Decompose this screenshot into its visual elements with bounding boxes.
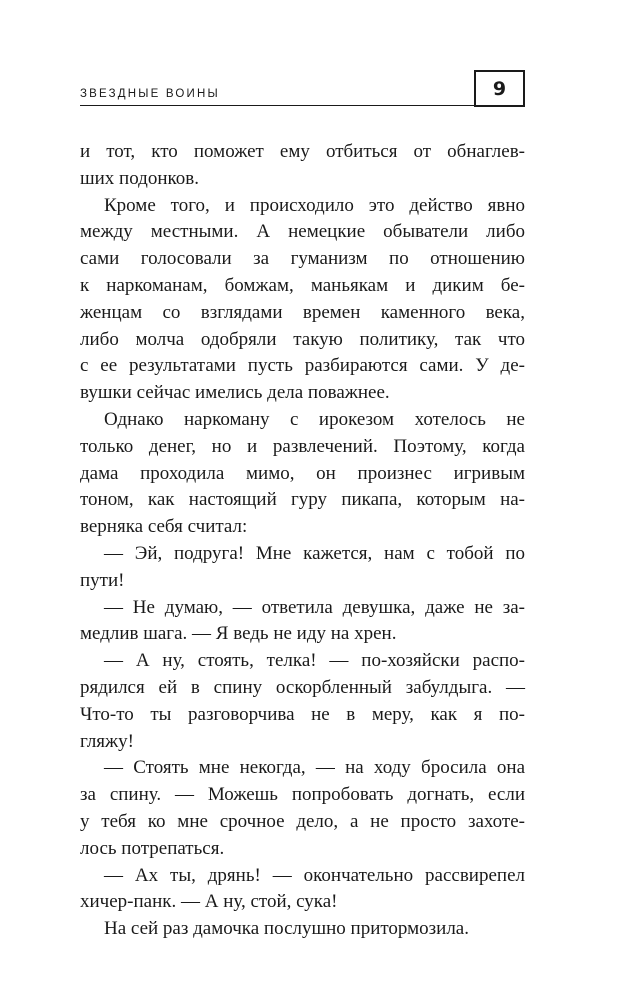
text-line: хичер-панк. — А ну, стой, сука!: [80, 891, 338, 913]
body-text: [80, 139, 525, 943]
text-line: — Эй, подруга! Мне кажется, нам с тобой по: [104, 542, 525, 564]
text-line: пути!: [80, 569, 125, 591]
text-line: у тебя ко мне срочное дело, а не просто захоте-: [80, 810, 525, 832]
text-line: На сей раз дамочка послушно притормозила.: [104, 918, 469, 940]
text-line: — Не думаю, — ответила девушка, даже не за-: [104, 596, 525, 618]
text-line: медлив шага. — Я ведь не иду на хрен.: [80, 623, 397, 645]
text-line: тоном, как настоящий гуру пикапа, которым на-: [80, 489, 525, 511]
text-line: женцам со взглядами времен каменного века,: [80, 301, 525, 323]
text-line: ших подонков.: [80, 167, 199, 189]
text-line: — Ах ты, дрянь! — окончательно рассвирепел: [104, 864, 525, 886]
page-number: 9: [492, 77, 507, 100]
text-line: и тот, кто поможет ему отбиться от обнаглев-: [80, 141, 525, 162]
text-line: Однако наркоману с ирокезом хотелось не: [104, 408, 525, 430]
text-line: Кроме того, и происходило это действо явно: [104, 194, 525, 216]
text-line: либо молча одобряли такую политику, так что: [80, 328, 525, 350]
text-line: с ее результатами пусть разбираются сами. У де-: [80, 355, 525, 377]
text-line: верняка себя считал:: [80, 516, 248, 538]
page-number-box: [474, 70, 525, 107]
text-line: дама проходила мимо, он произнес игривым: [80, 462, 525, 484]
text-line: — Стоять мне некогда, — на ходу бросила она: [104, 757, 525, 779]
text-line: за спину. — Можешь попробовать догнать, если: [80, 784, 525, 806]
text-line: — А ну, стоять, телка! — по-хозяйски распо-: [104, 650, 525, 672]
text-line: к наркоманам, бомжам, маньякам и диким бе-: [80, 274, 525, 296]
text-line: лось потрепаться.: [80, 837, 225, 859]
text-line: сами голосовали за гуманизм по отношению: [80, 248, 525, 270]
text-line: только денег, но и развлечений. Поэтому, когда: [80, 435, 525, 457]
text-line: между местными. А немецкие обыватели либо: [80, 221, 525, 243]
text-line: гляжу!: [80, 730, 135, 752]
text-line: Что-то ты разговорчива не в меру, как я по-: [80, 703, 525, 725]
running-header-title: ЗВЕЗДНЫЕ ВОИНЫ: [80, 88, 220, 100]
text-line: вушки сейчас имелись дела поважнее.: [80, 382, 390, 404]
header-rule: [80, 105, 474, 106]
text-line: рядился ей в спину оскорбленный забулдыга. —: [80, 676, 525, 698]
